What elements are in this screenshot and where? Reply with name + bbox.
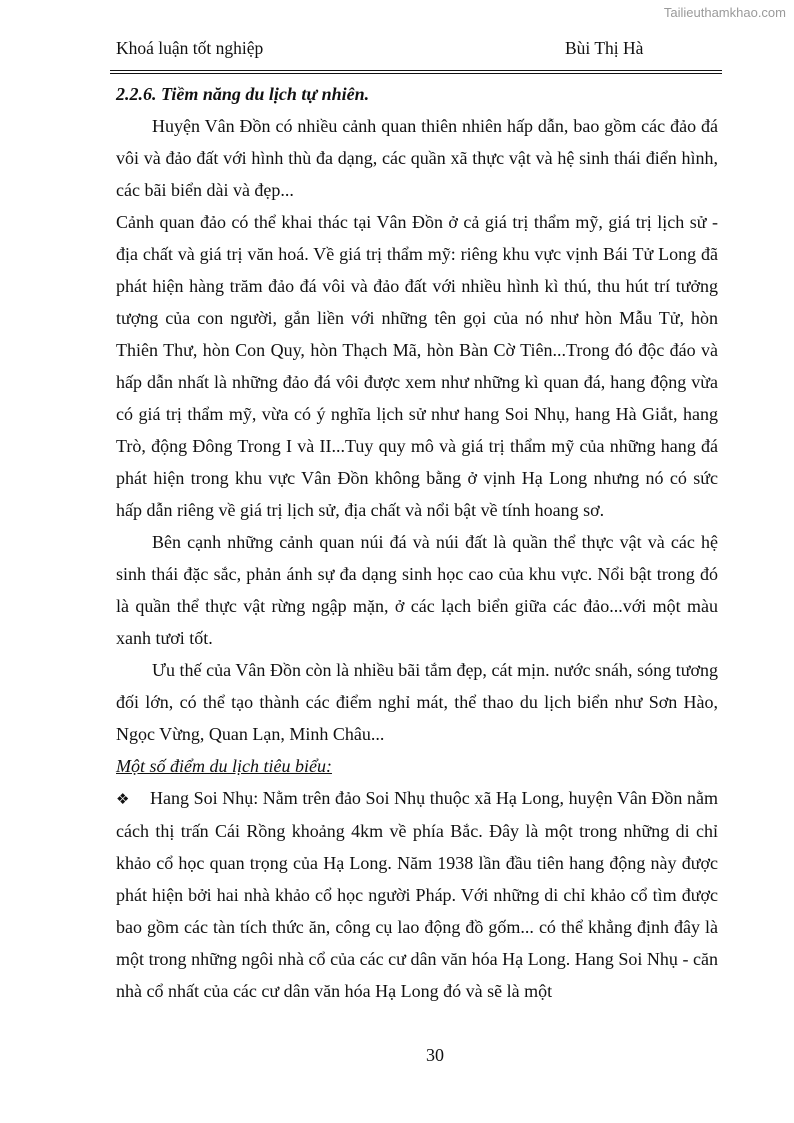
diamond-bullet-icon: ❖ (116, 790, 130, 808)
watermark: Tailieuthamkhao.com (663, 5, 786, 20)
paragraph: Cảnh quan đảo có thể khai thác tại Vân Đồn ở cả giá trị thẩm mỹ, giá trị lịch sử - địa chất và giá trị văn hoá. Về giá trị thẩm mỹ: riêng khu vực vịnh Bái Tử Long đã phát hiện hàng trăm đảo đá vôi và đảo đất với nhiều hình kì thú, thu hút trí tưởng tượng của con người, gắn liền với những tên gọi của nó như hòn Mẫu Tử, hòn Thiên Thư, hòn Con Quy, hòn Thạch Mã, hòn Bàn Cờ Tiên...Trong đó độc đáo và hấp dẫn nhất là những đảo đá vôi được xem như những kì quan đá, hang động vừa có giá trị thẩm mỹ, vừa có ý nghĩa lịch sử như hang Soi Nhụ, hang Hà Giắt, hang Trò, động Đông Trong I và II...Tuy quy mô và giá trị thẩm mỹ của những hang đá phát hiện trong khu vực Vân Đồn không bằng ở vịnh Hạ Long nhưng nó có sức hấp dẫn riêng về giá trị lịch sử, địa chất và nổi bật về tính hoang sơ. (116, 212, 718, 520)
subsection-heading: Một số điểm du lịch tiêu biểu: (116, 756, 332, 776)
document-body (116, 78, 718, 1007)
header-author: Bùi Thị Hà (565, 38, 644, 58)
page-header (116, 38, 722, 64)
header-title: Khoá luận tốt nghiệp (116, 38, 264, 58)
bullet-text: Hang Soi Nhụ: Nằm trên đảo Soi Nhụ thuộc xã Hạ Long, huyện Vân Đồn nằm cách thị trấn Cái Rồng khoảng 4km về phía Bắc. Đây là một trong những di chỉ khảo cổ học quan trọng của Hạ Long. Năm 1938 lần đầu tiên hang động này được phát hiện bởi hai nhà khảo cổ học người Pháp. Với những di chỉ khảo cổ tìm được bao gồm các tàn tích thức ăn, công cụ lao động đồ gốm... có thể khẳng định đây là một trong những ngôi nhà cổ của các cư dân văn hóa Hạ Long. Hang Soi Nhụ - căn nhà cổ nhất của các cư dân văn hóa Hạ Long đó và sẽ là một (116, 788, 718, 1001)
paragraph: Huyện Vân Đồn có nhiều cảnh quan thiên nhiên hấp dẫn, bao gồm các đảo đá vôi và đảo đất với hình thù đa dạng, các quần xã thực vật và hệ sinh thái điển hình, các bãi biển dài và đẹp... (116, 116, 718, 200)
paragraph: Ưu thế của Vân Đồn còn là nhiều bãi tắm đẹp, cát mịn. nước snáh, sóng tương đối lớn, có thể tạo thành các điểm nghỉ mát, thể thao du lịch biển như Sơn Hào, Ngọc Vừng, Quan Lạn, Minh Châu... (116, 660, 718, 744)
bullet-item (116, 782, 718, 1007)
page-number: 30 (426, 1045, 444, 1065)
header-rule-top (110, 70, 722, 71)
header-rule-bottom (110, 73, 722, 74)
paragraph: Bên cạnh những cảnh quan núi đá và núi đất là quần thể thực vật và các hệ sinh thái đặc sắc, phản ánh sự đa dạng sinh học cao của khu vực. Nổi bật trong đó là quần thể thực vật rừng ngập mặn, ở các lạch biển giữa các đảo...với một màu xanh tươi tốt. (116, 532, 718, 648)
section-heading: 2.2.6. Tiềm năng du lịch tự nhiên. (116, 84, 370, 104)
